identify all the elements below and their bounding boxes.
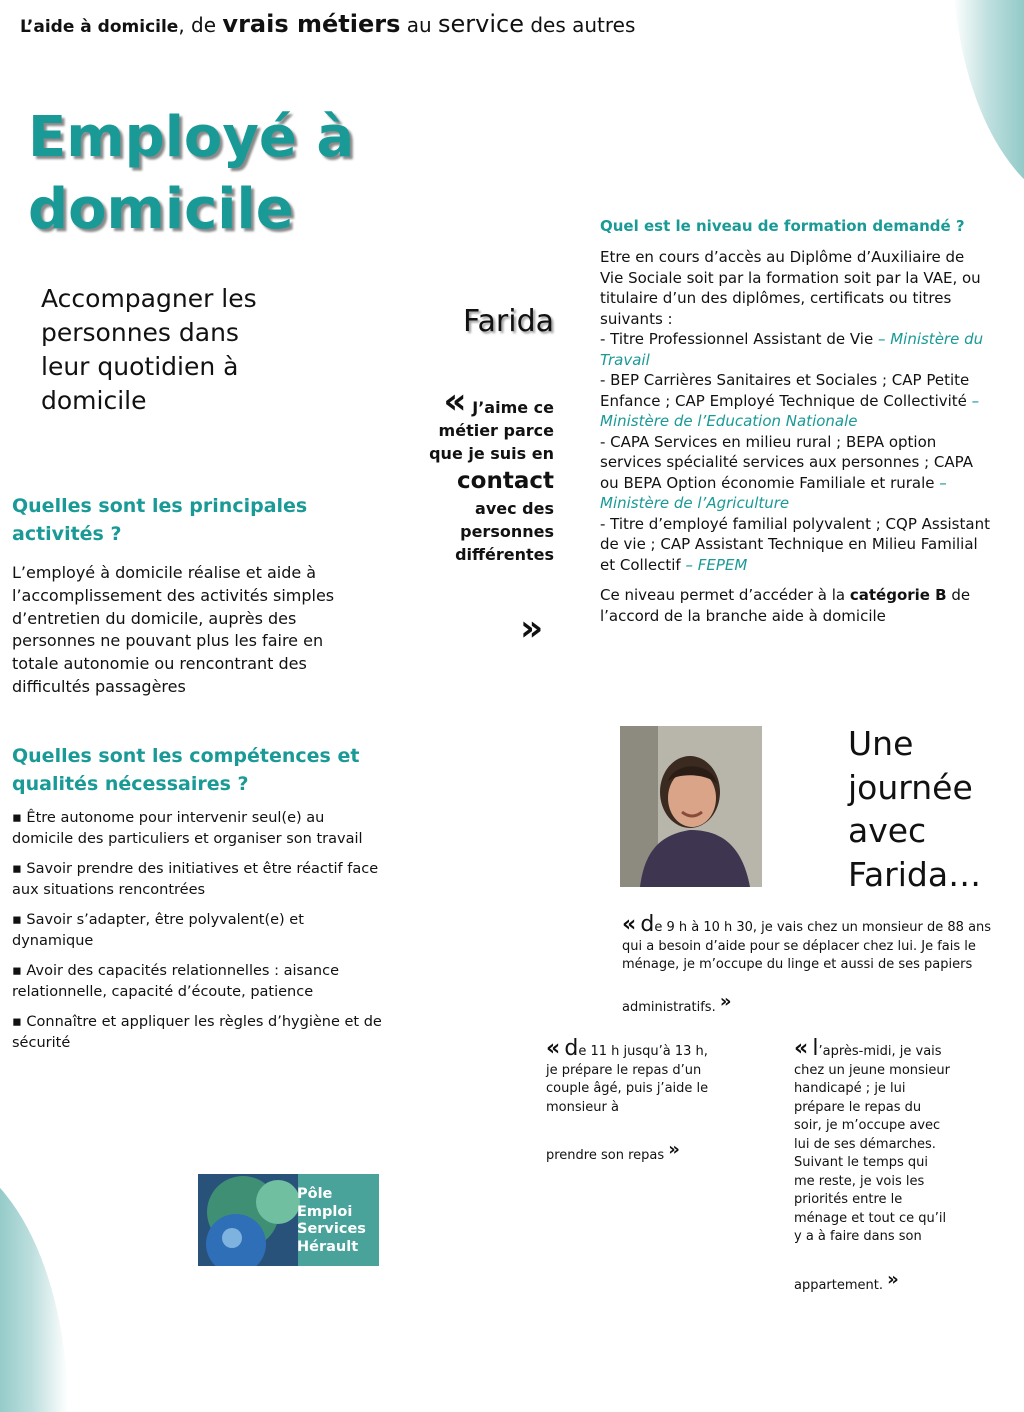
formation-intro: Etre en cours d’accès au Diplôme d’Auxiliaire de Vie Sociale soit par la formation soit par la VAE, ou titulaire d’un des diplômes, certificats ou titres suivants : bbox=[600, 248, 981, 328]
formation-item-text: - CAPA Services en milieu rural ; BEPA option services spécialité services aux personnes ; CAPA ou BEPA Option économie Familiale et rurale bbox=[600, 432, 973, 492]
formation-body bbox=[600, 247, 990, 575]
drop-cap: d bbox=[640, 912, 655, 937]
logo-text bbox=[297, 1186, 366, 1256]
testimonial-name: Farida bbox=[463, 304, 554, 339]
quote-close-mark: » bbox=[719, 990, 732, 1012]
day-morning bbox=[622, 912, 1014, 1017]
formation-item-ministry: – FEPEM bbox=[680, 555, 748, 574]
quote-emphasis: contact bbox=[457, 468, 554, 494]
quote-open-mark: « bbox=[443, 381, 467, 422]
formation-note-text: de l’accord de la branche aide à domicile bbox=[600, 586, 971, 625]
header-tagline bbox=[20, 10, 635, 38]
day-heading: Une journée avec Farida… bbox=[848, 724, 982, 894]
formation-note-bold: catégorie B bbox=[849, 586, 947, 604]
testimonial-quote bbox=[420, 381, 554, 566]
formation-item-text: - BEP Carrières Sanitaires et Sociales ; CAP Petite Enfance ; CAP Employé Technique de Collectivité bbox=[600, 371, 970, 410]
formation-item-ministry: – Ministère de l’Agriculture bbox=[600, 473, 947, 512]
day-text: e 11 h jusqu’à 13 h, je prépare le repas d’un couple âgé, puis j’aide le monsieur à bbox=[546, 1044, 709, 1115]
drop-cap: l bbox=[812, 1036, 819, 1061]
tagline-part: au bbox=[400, 13, 439, 37]
formation-note-text: Ce niveau permet d’accéder à la bbox=[600, 586, 850, 604]
formation-item-text: - Titre d’employé familial polyvalent ; CQP Assistant de vie ; CAP Assistant Technique en Milieu Familial et Collectif bbox=[600, 514, 990, 574]
skills-heading: Quelles sont les compétences et qualités nécessaires ? bbox=[12, 745, 360, 795]
day-text-last: administratifs. bbox=[622, 999, 716, 1015]
page-title-line: domicile bbox=[28, 177, 294, 242]
tagline-part: des autres bbox=[523, 13, 636, 37]
tagline-part: service bbox=[438, 10, 524, 38]
day-text: e 9 h à 10 h 30, je vais chez un monsieur de 88 ans qui a besoin d’aide pour se déplacer chez lui. Je fais le ménage, je m’occupe du linge et aussi de ses papiers bbox=[622, 920, 992, 972]
tagline-part: , de bbox=[178, 13, 223, 37]
formation-item-ministry: – Ministère du Travail bbox=[600, 330, 984, 369]
formation-item-text: - Titre Professionnel Assistant de Vie bbox=[600, 330, 874, 348]
logo-line: Pôle bbox=[297, 1186, 333, 1202]
quote-open-mark: « bbox=[794, 1036, 809, 1061]
portrait-illustration bbox=[620, 726, 762, 887]
portrait-photo bbox=[620, 726, 762, 887]
skill-item: ▪ Être autonome pour intervenir seul(e) au domicile des particuliers et organiser son travail bbox=[12, 810, 363, 847]
quote-text: J’aime ce métier parce que je suis en bbox=[429, 398, 554, 463]
formation-note bbox=[600, 585, 990, 626]
quote-text: avec des personnes différentes bbox=[455, 499, 554, 564]
day-text-last: appartement. bbox=[794, 1277, 884, 1293]
quote-close-mark: » bbox=[668, 1139, 680, 1160]
day-afternoon bbox=[794, 1036, 952, 1295]
formation-item bbox=[600, 514, 990, 576]
quote-open-mark: « bbox=[622, 912, 637, 937]
formation-item bbox=[600, 329, 990, 370]
page-subtitle: Accompagner les personnes dans leur quotidien à domicile bbox=[41, 284, 257, 415]
quote-open-mark: « bbox=[546, 1036, 561, 1061]
pole-emploi-logo bbox=[198, 1174, 379, 1266]
tagline-part: L’aide à domicile bbox=[20, 17, 179, 37]
activities-heading: Quelles sont les principales activités ? bbox=[12, 495, 308, 545]
quote-close-mark: » bbox=[520, 608, 544, 649]
activities-section bbox=[12, 492, 352, 699]
logo-line: Hérault bbox=[297, 1238, 359, 1255]
logo-line: Emploi bbox=[297, 1203, 353, 1220]
drop-cap: d bbox=[564, 1036, 579, 1061]
day-text-last: prendre son repas bbox=[546, 1148, 665, 1163]
decorative-curve-top bbox=[953, 0, 1024, 212]
tagline-part: vrais métiers bbox=[222, 10, 401, 38]
day-noon bbox=[546, 1036, 721, 1166]
logo-line: Services bbox=[297, 1221, 366, 1237]
skills-list bbox=[12, 808, 382, 1063]
skill-item: ▪ Savoir prendre des initiatives et être réactif face aux situations rencontrées bbox=[12, 861, 379, 898]
formation-item-ministry: – Ministère de l’Education Nationale bbox=[600, 391, 980, 430]
page-title bbox=[28, 102, 354, 246]
skill-item: ▪ Savoir s’adapter, être polyvalent(e) et dynamique bbox=[12, 912, 304, 949]
formation-item bbox=[600, 370, 990, 432]
decorative-curve-bottom bbox=[0, 1152, 68, 1412]
activities-body: L’employé à domicile réalise et aide à l’accomplissement des activités simples d’entretien du domicile, auprès des personnes ne pouvant plus les faire en totale autonomie ou rencontrant des difficultés passagères bbox=[12, 563, 335, 696]
skill-item: ▪ Connaître et appliquer les règles d’hygiène et de sécurité bbox=[12, 1014, 382, 1051]
formation-item bbox=[600, 432, 990, 514]
formation-heading: Quel est le niveau de formation demandé ? bbox=[600, 217, 965, 235]
page-title-line: Employé à bbox=[28, 105, 355, 170]
quote-close-mark: » bbox=[887, 1268, 899, 1290]
day-text: ’après-midi, je vais chez un jeune monsieur handicapé ; je lui prépare le repas du soir, je m’occupe avec lui de ses démarches. Suivant le temps qui me reste, je vois les priorités entre le ménage et tout ce qu’il y a à faire dans son bbox=[794, 1044, 950, 1244]
skill-item: ▪ Avoir des capacités relationnelles : aisance relationnelle, capacité d’écoute, patience bbox=[12, 963, 340, 1000]
